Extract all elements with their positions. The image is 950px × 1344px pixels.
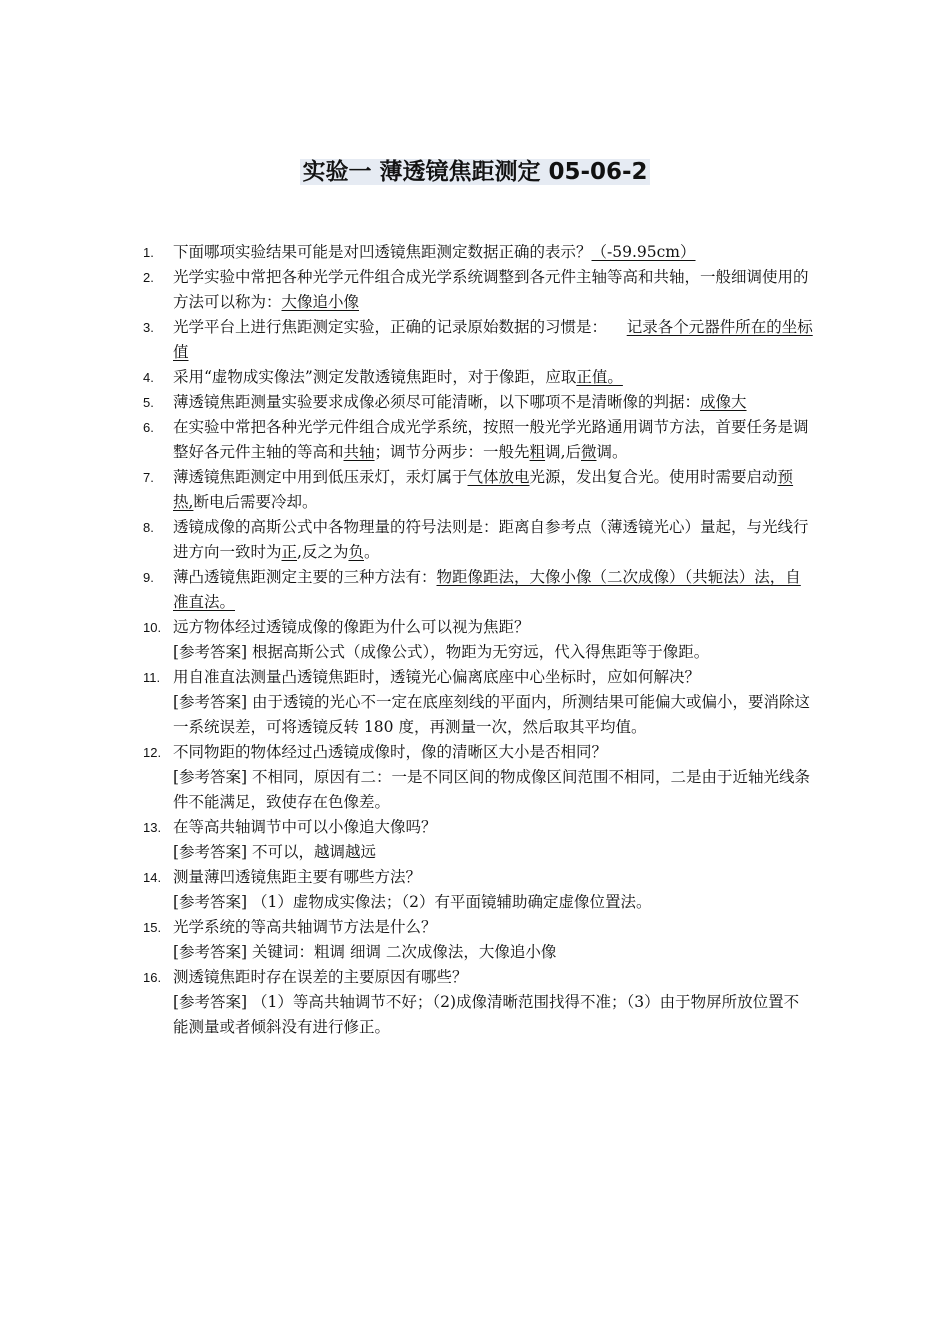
list-item: 12. 不同物距的物体经过凸透镜成像时，像的清晰区大小是否相同？ [参考答案] 不相同，原因有二：一是不同区间的物成像区间范围不相同，二是由于近轴光线条件不能满足，致使存在色像差。 [173,740,813,815]
answer-underline: 正值。 [576,368,623,386]
answer-underline: （-59.95cm） [591,243,696,261]
list-item: 11. 用自准直法测量凸透镜焦距时，透镜光心偏离底座中心坐标时，应如何解决？ [参考答案] 由于透镜的光心不一定在底座刻线的平面内，所测结果可能偏大或偏小，要消除这一系统误差，可将透镜反转 180 度，再测量一次，然后取其平均值。 [173,665,813,740]
answer-underline: 大像追小像 [281,293,360,311]
reference-answer: [参考答案] （1）等高共轴调节不好；（2)成像清晰范围找得不准；（3）由于物屏所放位置不能测量或者倾斜没有进行修正。 [173,993,800,1036]
answer-underline: 负 [348,543,364,561]
answer-underline: 记录各个元器件所在的坐标值 [173,318,813,361]
list-item: 5. 薄透镜焦距测量实验要求成像必须尽可能清晰，以下哪项不是清晰像的判据：成像大 [143,393,747,411]
list-item: 3. 光学平台上进行焦距测定实验，正确的记录原始数据的习惯是： 记录各个元器件所在的坐标值 [143,318,813,361]
answer-underline: 气体放电 [467,468,530,486]
list-item: 2. 光学实验中常把各种光学元件组合成光学系统调整到各元件主轴等高和共轴，一般细调使用的方法可以称为：大像追小像 [143,268,809,311]
list-item: 1. 下面哪项实验结果可能是对凹透镜焦距测定数据正确的表示？（-59.95cm） [143,243,696,261]
answer-underline: 正 [281,543,298,561]
reference-answer: [参考答案] 不可以，越调越远 [173,843,377,861]
page-title: 实验一 薄透镜焦距测定 05-06-2 [302,159,648,185]
list-item: 16. 测透镜焦距时存在误差的主要原因有哪些？ [参考答案] （1）等高共轴调节不好；（2)成像清晰范围找得不准；（3）由于物屏所放位置不能测量或者倾斜没有进行修正。 [173,965,813,1040]
list-item: 13. 在等高共轴调节中可以小像追大像吗？ [参考答案] 不可以，越调越远 [173,815,813,865]
list-item: 14. 测量薄凹透镜焦距主要有哪些方法？ [参考答案] （1）虚物成实像法；（2）有平面镜辅助确定虚像位置法。 [173,865,813,915]
list-item: 15. 光学系统的等高共轴调节方法是什么？ [参考答案] 关键词：粗调 细调 二次成像法，大像追小像 [173,915,813,965]
answer-underline: 共轴 [343,443,375,461]
answer-underline: 成像大 [700,393,747,411]
question-list [0,240,950,1040]
answer-underline: 粗 [529,443,546,461]
reference-answer: [参考答案] 关键词：粗调 细调 二次成像法，大像追小像 [173,943,557,961]
list-item: 7. 薄透镜焦距测定中用到低压汞灯，汞灯属于气体放电光源，发出复合光。使用时需要启动预热,断电后需要冷却。 [143,468,794,511]
answer-underline: 预热, [173,468,794,511]
answer-underline: 微 [581,443,597,461]
reference-answer: [参考答案] 根据高斯公式（成像公式），物距为无穷远，代入得焦距等于像距。 [173,643,710,661]
answer-underline: 物距像距法，大像小像（二次成像）（共轭法）法，自准直法。 [173,568,801,611]
reference-answer: [参考答案] （1）虚物成实像法；（2）有平面镜辅助确定虚像位置法。 [173,893,652,911]
reference-answer: [参考答案] 由于透镜的光心不一定在底座刻线的平面内，所测结果可能偏大或偏小，要消除这一系统误差，可将透镜反转 180 度，再测量一次，然后取其平均值。 [173,693,811,736]
list-item: 9. 薄凸透镜焦距测定主要的三种方法有：物距像距法，大像小像（二次成像）（共轭法）法，自准直法。 [143,568,801,611]
list-item: 10. 远方物体经过透镜成像的像距为什么可以视为焦距？ [参考答案] 根据高斯公式（成像公式），物距为无穷远，代入得焦距等于像距。 [173,615,813,665]
reference-answer: [参考答案] 不相同，原因有二：一是不同区间的物成像区间范围不相同，二是由于近轴光线条件不能满足，致使存在色像差。 [173,768,811,811]
list-item: 6. 在实验中常把各种光学元件组合成光学系统，按照一般光学光路通用调节方法，首要任务是调整好各元件主轴的等高和共轴；调节分两步：一般先粗调,后微调。 [143,418,809,461]
list-item: 8. 透镜成像的高斯公式中各物理量的符号法则是：距离自参考点（薄透镜光心）量起，与光线行进方向一致时为正,反之为负。 [143,518,809,561]
list-item: 4. 采用“虚物成实像法”测定发散透镜焦距时，对于像距，应取正值。 [143,368,623,386]
